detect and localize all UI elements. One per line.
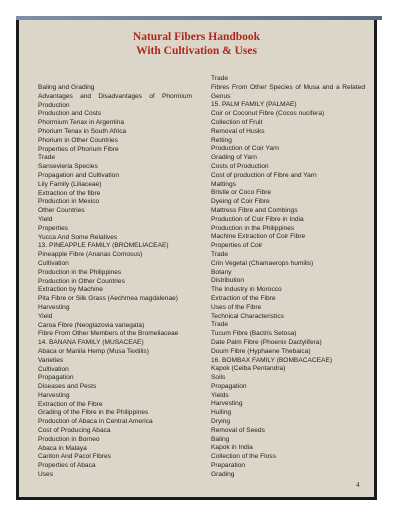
toc-entry: Baling [211, 435, 230, 443]
page-title [16, 30, 377, 58]
toc-entry: Properties of Phorium Fibre [38, 145, 119, 153]
toc-entry: Fibre From Other Members of the Bromeliaceae [38, 330, 179, 338]
toc-entry: Soils [211, 374, 226, 382]
toc-entry: Abaca or Manila Hemp (Musa Textilis) [38, 347, 149, 355]
toc-entry: Production in the Philippines [38, 268, 122, 276]
toc-entry: Machine Extraction of Coir Fibre [211, 233, 306, 241]
toc-entry: Mattings [211, 180, 236, 188]
toc-entry: Pineapple Fibre (Ananas Comosus) [38, 251, 143, 259]
toc-entry: Retting [211, 136, 232, 144]
contents-left-column [38, 84, 192, 480]
toc-entry: Mattress Fibre and Combings [211, 206, 298, 214]
toc-entry: Other Countries [38, 207, 85, 215]
top-rule [16, 16, 382, 20]
toc-entry: Grading [211, 470, 235, 478]
toc-entry: Production of Coir Yarn [211, 145, 279, 153]
toc-entry: Extraction of the Fibre [38, 400, 103, 408]
toc-entry: Cultivation [38, 365, 69, 373]
toc-entry: Production in Mexico [38, 198, 100, 206]
toc-entry: Propagation [211, 382, 247, 390]
toc-entry: Uses [38, 471, 54, 479]
toc-entry: Pita Fibre or Silk Grass (Aechmea magdalenae) [38, 295, 178, 303]
toc-entry: Harvesting [211, 400, 243, 408]
toc-entry: Kapok in India [211, 444, 253, 452]
toc-entry: Trade [211, 321, 228, 329]
toc-entry: Collection of Fruit [211, 118, 263, 126]
toc-entry: Propagation and Cultivation [38, 171, 120, 179]
toc-entry: 13. PINEAPPLE FAMILY (BROMELIACEAE) [38, 242, 169, 250]
toc-entry: Tucum Fibre (Bactris Setosa) [211, 330, 297, 338]
toc-entry: The Industry in Morocco [211, 286, 282, 294]
toc-entry: 14. BANANA FAMILY (MUSACEAE) [38, 339, 144, 347]
toc-entry: Caroa Fibre (Neoglazovia variegata) [38, 321, 145, 329]
toc-entry: Bristle or Coco Fibre [211, 189, 272, 197]
toc-entry: Properties [38, 224, 69, 232]
toc-entry: Propagation [38, 374, 74, 382]
toc-entry: Harvesting [38, 303, 70, 311]
toc-entry: Baling and Grading [38, 84, 95, 91]
toc-entry: Grading of the Fibre in the Philippines [38, 409, 149, 417]
toc-entry: Diseases and Pests [38, 383, 97, 391]
toc-entry: Lily Family (Liliaceae) [38, 180, 102, 188]
toc-entry: Varieties [38, 356, 64, 364]
toc-entry: Uses of the Fibre [211, 303, 262, 311]
toc-entry: Removal of Seeds [211, 426, 265, 434]
toc-entry: Production in Other Countries [38, 277, 125, 285]
toc-entry: Properties of Coir [211, 242, 263, 250]
toc-entry: Cultivation [38, 259, 69, 267]
toc-entry: 16. BOMBAX FAMILY (BOMBACACEAE) [211, 356, 333, 364]
toc-entry: Production in the Philippines [211, 224, 295, 232]
toc-entry: Crin Vegetal (Chamaerops humilis) [211, 259, 314, 267]
toc-entry: Production and Costs [38, 110, 102, 118]
toc-entry: Production [38, 101, 70, 109]
toc-entry: Trade [211, 250, 228, 258]
toc-entry: Coir or Coconut Fibre (Cocos nucifera) [211, 110, 325, 118]
toc-entry: Drying [211, 418, 231, 426]
toc-entry: Cost of production of Fibre and Yarn [211, 171, 317, 179]
toc-entry: Genus [211, 92, 231, 100]
toc-entry: 15. PALM FAMILY (PALMAE) [211, 101, 297, 109]
toc-entry: Dyeing of Coir Fibre [211, 198, 270, 206]
toc-entry: Phorium in Other Countries [38, 136, 118, 144]
toc-entry: Harvesting [38, 391, 70, 399]
toc-entry: Properties of Abaca [38, 462, 96, 470]
toc-entry: Production in Borneo [38, 435, 100, 443]
toc-entry: Botany [211, 268, 232, 276]
toc-entry: Sansevieria Species [38, 163, 98, 171]
title-line-1: Natural Fibers Handbook [132, 31, 261, 43]
title-line-2: With Cultivation & Uses [136, 45, 257, 57]
toc-entry: Technical Characteristics [211, 312, 284, 320]
toc-entry: Extraction by Machine [38, 286, 103, 294]
toc-entry: Hulling [211, 409, 232, 417]
toc-entry: Date Palm Fibre (Phoenix Dactylifera) [211, 338, 322, 346]
toc-entry: Costs of Production [211, 162, 269, 170]
toc-entry: Canton And Pacol Fibres [38, 453, 111, 461]
toc-entry: Doum Fibre (Hyphaene Thebaica) [211, 347, 311, 355]
toc-entry: Extraction of the fibre [38, 189, 101, 197]
page-number: 4 [356, 481, 360, 489]
toc-entry: Removal of Husks [211, 127, 265, 135]
toc-entry: Phorium Tenax in South Africa [38, 127, 127, 135]
toc-entry: Fibres From Other Species of Musa and a Related [211, 83, 365, 91]
toc-entry: Extraction of the Fibre [211, 294, 276, 302]
toc-entry: Preparation [211, 462, 246, 470]
toc-entry: Abaca in Malaya [38, 444, 87, 452]
toc-entry: Collection of the Floss [211, 453, 276, 461]
toc-entry: Yield [38, 312, 53, 320]
toc-entry: Distribution [211, 277, 244, 285]
toc-entry: Production of Coir Fibre in India [211, 215, 304, 223]
contents-right-column [211, 75, 365, 480]
toc-entry: Trade [211, 75, 228, 82]
toc-entry: Phormium Tenax in Argentina [38, 119, 125, 127]
toc-entry: Trade [38, 154, 55, 162]
toc-entry: Yields [211, 391, 229, 399]
toc-entry: Kapok (Ceiba Pentandra) [211, 365, 286, 373]
toc-entry: Yield [38, 215, 53, 223]
toc-entry: Grading of Yarn [211, 154, 257, 162]
toc-entry: Yucca And Some Relatives [38, 233, 118, 241]
toc-entry: Production of Abaca in Central America [38, 418, 153, 426]
toc-entry: Cost of Producing Abaca [38, 427, 111, 435]
toc-entry: Advantages and Disadvantages of Phormium [38, 92, 192, 100]
